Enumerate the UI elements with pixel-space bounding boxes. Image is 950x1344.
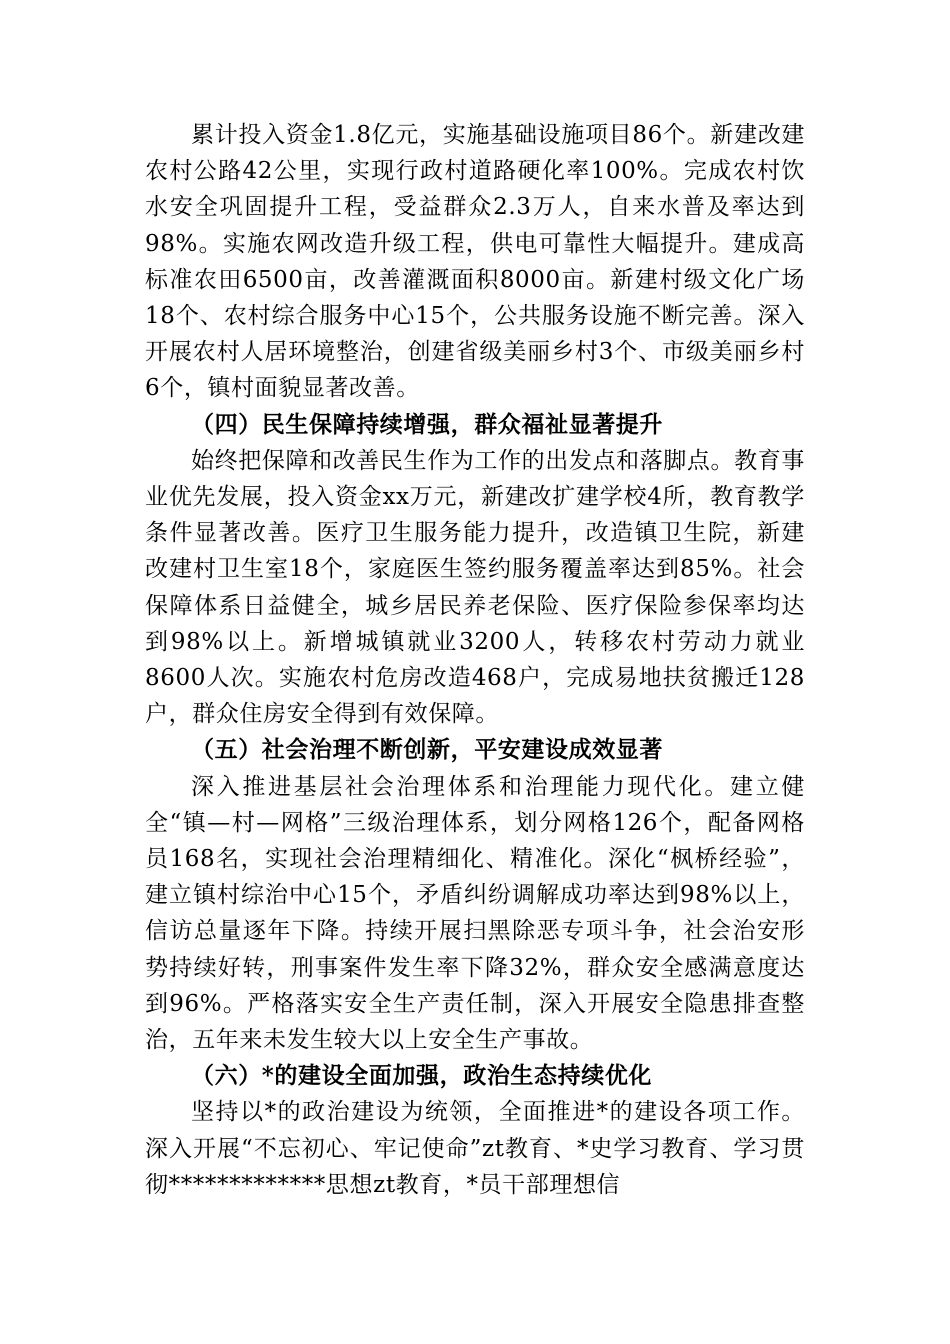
body-paragraph: 始终把保障和改善民生作为工作的出发点和落脚点。教育事业优先发展，投入资金xx万元，新建改扩建学校4所，教育教学条件显著改善。医疗卫生服务能力提升，改造镇卫生院，新建改建村卫生室18个，家庭医生签约服务覆盖率达到85%。社会保障体系日益健全，城乡居民养老保险、医疗保险参保率均达到98%以上。新增城镇就业3200人，转移农村劳动力就业8600人次。实施农村危房改造468户，完成易地扶贫搬迁128户，群众住房安全得到有效保障。: [145, 447, 805, 728]
body-paragraph: 坚持以*的政治建设为统领，全面推进*的建设各项工作。深入开展“不忘初心、牢记使命”zt教育、*史学习教育、学习贯彻*************思想zt教育，*员干部理想信: [145, 1099, 805, 1198]
section-heading: （六）*的建设全面加强，政治生态持续优化: [191, 1062, 653, 1090]
body-paragraph: 累计投入资金1.8亿元，实施基础设施项目86个。新建改建农村公路42公里，实现行政村道路硬化率100%。完成农村饮水安全巩固提升工程，受益群众2.3万人，自来水普及率达到98%。实施农网改造升级工程，供电可靠性大幅提升。建成高标准农田6500亩，改善灌溉面积8000亩。新建村级文化广场18个、农村综合服务中心15个，公共服务设施不断完善。深入开展农村人居环境整治，创建省级美丽乡村3个、市级美丽乡村6个，镇村面貌显著改善。: [145, 122, 805, 402]
document-page: [145, 117, 805, 1203]
section-heading: （五）社会治理不断创新，平安建设成效显著: [191, 736, 663, 764]
section-heading: （四）民生保障持续增强，群众福祉显著提升: [191, 410, 663, 438]
body-paragraph: 深入推进基层社会治理体系和治理能力现代化。建立健全“镇—村—网格”三级治理体系，划分网格126个，配备网格员168名，实现社会治理精细化、精准化。深化“枫桥经验”，建立镇村综治中心15个，矛盾纠纷调解成功率达到98%以上，信访总量逐年下降。持续开展扫黑除恶专项斗争，社会治安形势持续好转，刑事案件发生率下降32%，群众安全感满意度达到96%。严格落实安全生产责任制，深入开展安全隐患排查整治，五年来未发生较大以上安全生产事故。: [145, 773, 805, 1054]
